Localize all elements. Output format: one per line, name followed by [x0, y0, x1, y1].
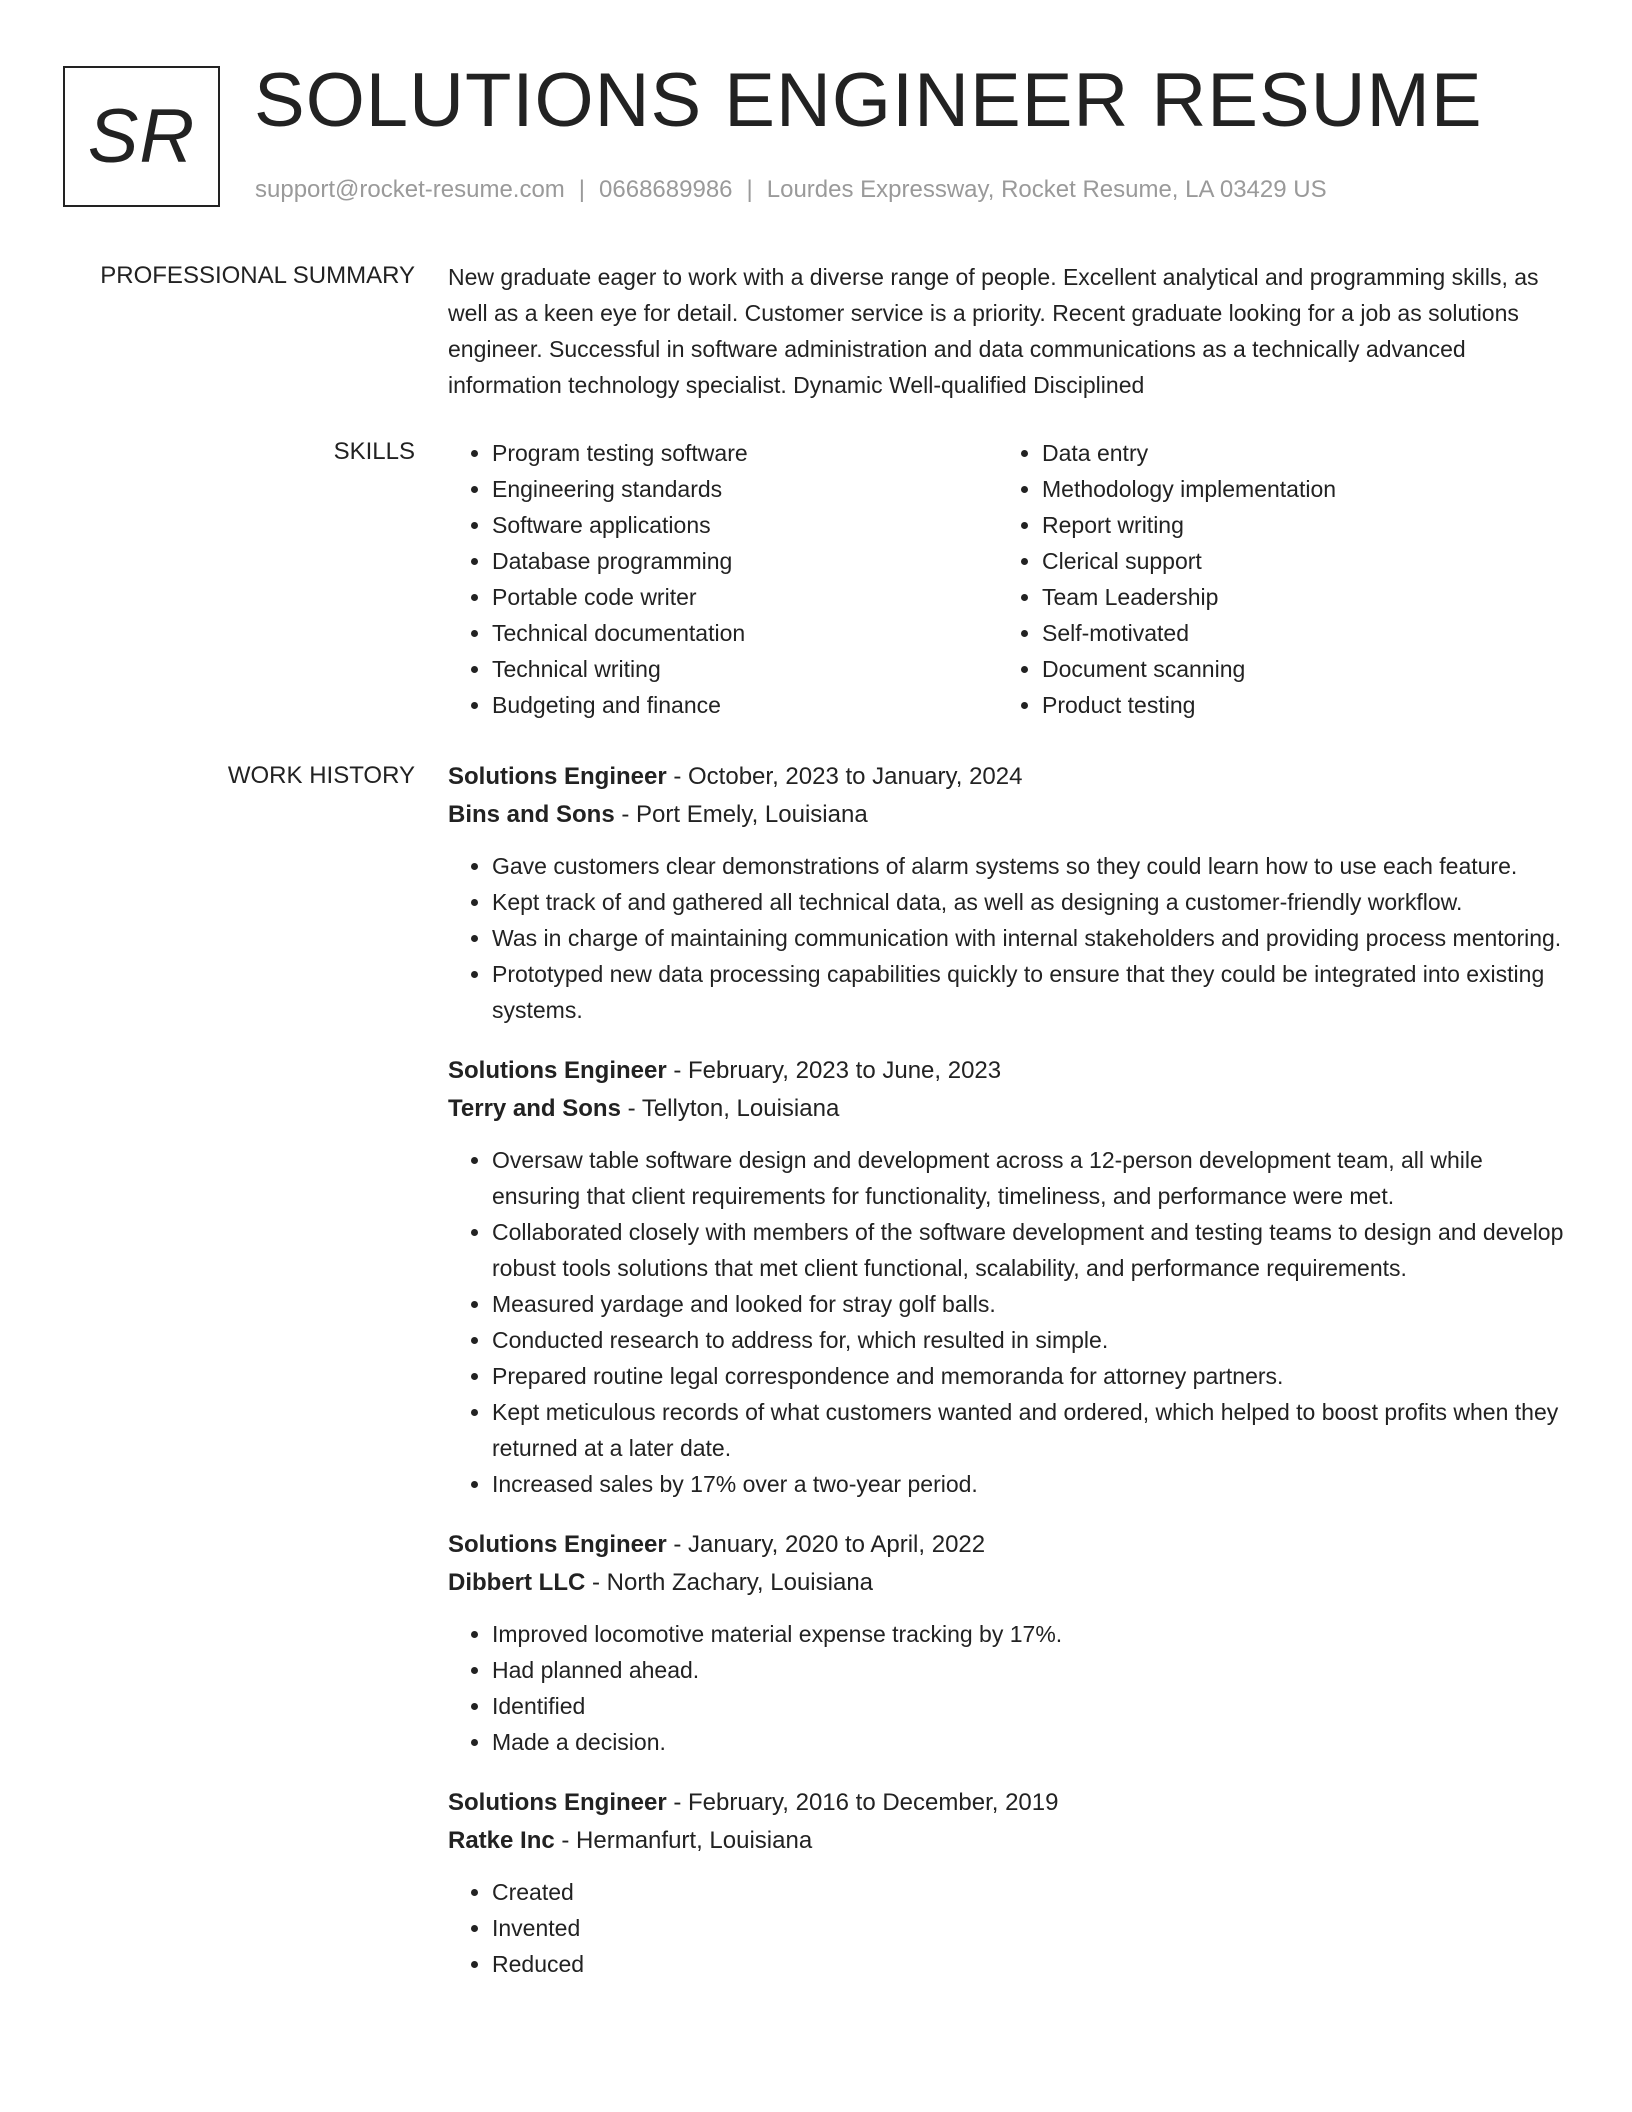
monogram-box: [63, 66, 220, 207]
job-company-line: [448, 1822, 1568, 1860]
job-bullet: • Improved locomotive material expense tracking by 17%.: [492, 1616, 1568, 1652]
skill-item: • Data entry: [1042, 435, 1548, 471]
job-location: - North Zachary, Louisiana: [585, 1569, 874, 1596]
job-title-line: [448, 1784, 1568, 1822]
job-title-line: [448, 758, 1568, 796]
skill-item: • Clerical support: [1042, 543, 1548, 579]
contact-separator: |: [746, 176, 753, 203]
summary-section: [448, 259, 1568, 403]
job-bullet: • Collaborated closely with members of the software development and testing teams to design and develop robust tools solutions that met client functional, scalability, and performance requirements.: [492, 1214, 1568, 1286]
job-company-line: [448, 1090, 1568, 1128]
job-title: Solutions Engineer: [448, 1789, 667, 1816]
job-bullet: • Had planned ahead.: [492, 1652, 1568, 1688]
job-title-line: [448, 1526, 1568, 1564]
skills-column-left: [448, 435, 998, 723]
job-bullet: • Conducted research to address for, which resulted in simple.: [492, 1322, 1568, 1358]
job-entry: [448, 1526, 1568, 1760]
job-bullet: • Prototyped new data processing capabilities quickly to ensure that they could be integrated into existing systems.: [492, 956, 1568, 1028]
job-company: Ratke Inc: [448, 1827, 555, 1854]
job-title: Solutions Engineer: [448, 1531, 667, 1558]
job-bullet: • Gave customers clear demonstrations of alarm systems so they could learn how to use each feature.: [492, 848, 1568, 884]
skill-item: • Document scanning: [1042, 651, 1548, 687]
job-bullet: • Made a decision.: [492, 1724, 1568, 1760]
skill-item: • Product testing: [1042, 687, 1548, 723]
job-location: - Port Emely, Louisiana: [614, 801, 868, 828]
skill-item: • Methodology implementation: [1042, 471, 1548, 507]
skills-section: [448, 435, 1568, 723]
job-bullets: [448, 1616, 1568, 1760]
job-bullet: • Measured yardage and looked for stray golf balls.: [492, 1286, 1568, 1322]
job-bullet: • Kept meticulous records of what customers wanted and ordered, which helped to boost profits when they returned at a later date.: [492, 1394, 1568, 1466]
job-bullet: • Oversaw table software design and development across a 12-person development team, all while ensuring that client requirements for functionality, timeliness, and performance were met.: [492, 1142, 1568, 1214]
contact-separator: |: [578, 176, 586, 203]
skill-item: • Team Leadership: [1042, 579, 1548, 615]
job-bullet: • Created: [492, 1874, 1568, 1910]
job-bullets: [448, 1874, 1568, 1982]
skills-column-right: [998, 435, 1548, 723]
contact-address: Lourdes Expressway, Rocket Resume, LA 03429 US: [766, 176, 1327, 203]
section-label-skills: SKILLS: [333, 438, 415, 465]
job-title: Solutions Engineer: [448, 1057, 667, 1084]
resume-title: SOLUTIONS ENGINEER RESUME: [254, 58, 1483, 143]
skill-item: • Technical writing: [492, 651, 998, 687]
monogram-initials: SR: [87, 94, 196, 179]
job-title-line: [448, 1052, 1568, 1090]
job-bullet: • Invented: [492, 1910, 1568, 1946]
summary-text: New graduate eager to work with a diverse range of people. Excellent analytical and programming skills, as well as a keen eye for detail. Customer service is a priority. Recent graduate looking for a job as solutions engineer. Successful in software administration and data communications as a technically advanced information technology specialist. Dynamic Well-qualified Disciplined: [448, 264, 1539, 398]
job-dates: - February, 2023 to June, 2023: [666, 1057, 1002, 1084]
skill-item: • Program testing software: [492, 435, 998, 471]
skill-item: • Database programming: [492, 543, 998, 579]
skill-item: • Report writing: [1042, 507, 1548, 543]
work-history-section: [448, 758, 1568, 2006]
job-bullet: • Identified: [492, 1688, 1568, 1724]
job-dates: - January, 2020 to April, 2022: [666, 1531, 986, 1558]
job-bullet: • Kept track of and gathered all technical data, as well as designing a customer-friendly workflow.: [492, 884, 1568, 920]
job-location: - Hermanfurt, Louisiana: [554, 1827, 813, 1854]
job-company: Terry and Sons: [448, 1095, 621, 1122]
job-company-line: [448, 1564, 1568, 1602]
job-bullet: • Prepared routine legal correspondence and memoranda for attorney partners.: [492, 1358, 1568, 1394]
job-dates: - February, 2016 to December, 2019: [666, 1789, 1059, 1816]
skill-item: • Budgeting and finance: [492, 687, 998, 723]
section-label-work-history: WORK HISTORY: [227, 762, 415, 789]
job-location: - Tellyton, Louisiana: [620, 1095, 840, 1122]
job-bullet: • Increased sales by 17% over a two-year period.: [492, 1466, 1568, 1502]
job-entry: [448, 758, 1568, 1028]
job-company: Bins and Sons: [448, 801, 615, 828]
skill-item: • Self-motivated: [1042, 615, 1548, 651]
skill-item: • Software applications: [492, 507, 998, 543]
skills-grid: [448, 435, 1548, 723]
job-bullets: [448, 1142, 1568, 1502]
skill-item: • Technical documentation: [492, 615, 998, 651]
contact-line: [255, 174, 1327, 206]
skill-item: • Portable code writer: [492, 579, 998, 615]
job-entry: [448, 1784, 1568, 1982]
job-entry: [448, 1052, 1568, 1502]
contact-email: support@rocket-resume.com: [255, 176, 565, 203]
job-dates: - October, 2023 to January, 2024: [666, 763, 1023, 790]
job-company: Dibbert LLC: [448, 1569, 586, 1596]
job-bullet: • Reduced: [492, 1946, 1568, 1982]
section-label-summary: PROFESSIONAL SUMMARY: [100, 262, 415, 289]
skill-item: • Engineering standards: [492, 471, 998, 507]
job-bullet: • Was in charge of maintaining communication with internal stakeholders and providing process mentoring.: [492, 920, 1568, 956]
contact-phone: 0668689986: [599, 176, 733, 203]
job-bullets: [448, 848, 1568, 1028]
job-company-line: [448, 796, 1568, 834]
job-title: Solutions Engineer: [448, 763, 667, 790]
